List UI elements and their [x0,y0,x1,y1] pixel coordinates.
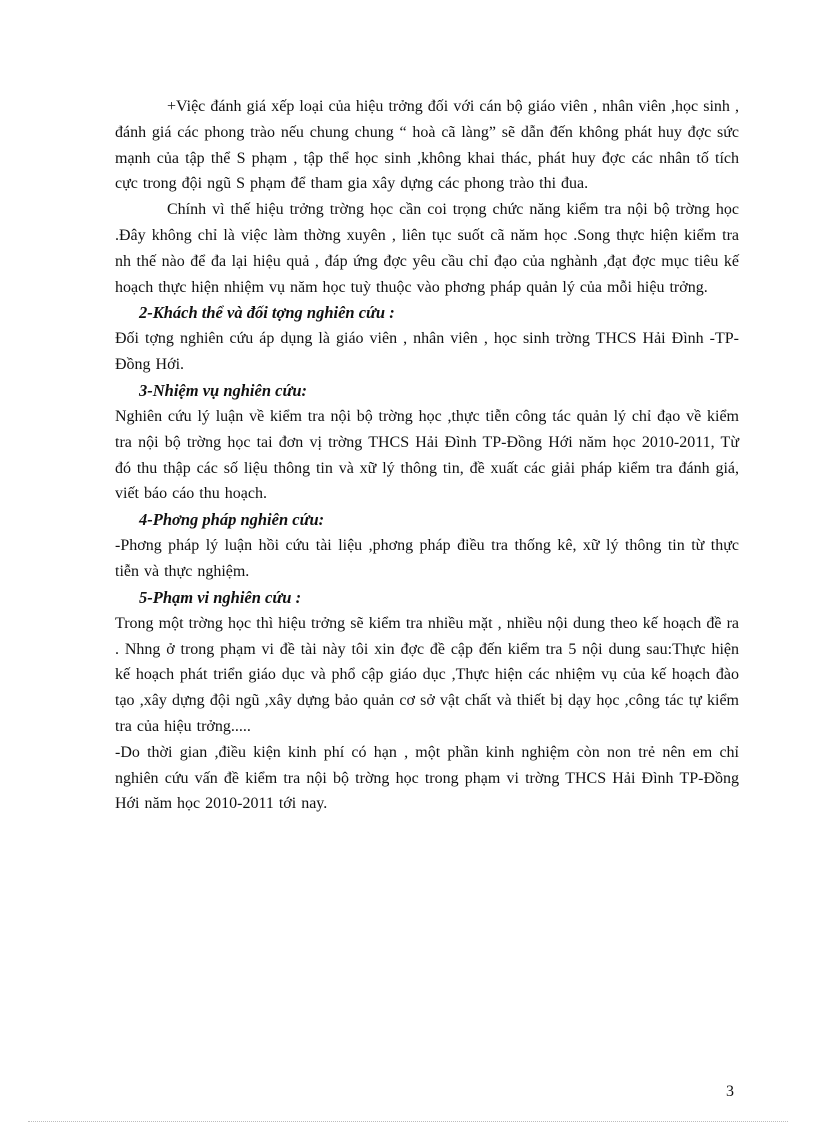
section-3-heading: 3-Nhiệm vụ nghiên cứu: [139,380,308,400]
section-3-text: Nghiên cứu lý luận về kiểm tra nội bộ trờng học ,thực tiễn công tác quản lý chỉ đạo về kiểm tra nội bộ trờng học tai đơn vị trờng THCS Hải Đình TP-Đồng Hới năm học 2010-2011, Từ đó thu thập các số liệu thông tin và xữ lý thông tin, đề xuất các giải pháp kiểm tra đánh giá, viết báo cáo thu hoạch. [115,407,739,503]
section-4-heading: 4-Phơng pháp nghiên cứu: [139,510,325,530]
paragraph-inspection-role: Chính vì thế hiệu trởng trờng học cần coi trọng chức năng kiểm tra nội bộ trờng học .Đây không chỉ là việc làm thờng xuyên , liên tục suốt cã năm học .Song thực hiện kiểm tra nh thế nào để đa lại hiệu quả , đáp ứng đợc yêu cầu chỉ đạo của nghành ,đạt đợc mục tiêu kế hoạch thực hiện nhiệm vụ năm học tuỳ thuộc vào phơng pháp quản lý của mỗi hiệu trởng. [115,201,739,296]
section-5-heading: 5-Phạm vi nghiên cứu : [139,587,302,607]
paragraph-evaluation: +Việc đánh giá xếp loại của hiệu trởng đối với cán bộ giáo viên , nhân viên ,học sinh , đánh giá các phong trào nếu chung chung “ hoà cã làng” sẽ dẫn đến không phát huy đợc sức mạnh của tập thể S phạm , tập thể học sinh ,không khai thác, phát huy đợc các nhân tố tích cực trong đội ngũ S phạm để tham gia xây dựng các phong trào thi đua. [115,98,739,193]
section-2-heading: 2-Khách thể và đối tợng nghiên cứu : [139,303,395,323]
document-body [115,94,739,817]
section-5-text: Trong một trờng học thì hiệu trởng sẽ kiểm tra nhiều mặt , nhiều nội dung theo kế hoạch đề ra . Nhng ở trong phạm vi đề tài này tôi xin đợc đề cập đến kiểm tra 5 nội dung sau:Thực hiện kế hoạch phát triển giáo dục và phổ cập giáo dục ,Thực hiện các nhiệm vụ của kế hoạch đào tạo ,xây dựng đội ngũ ,xây dựng bảo quản cơ sở vật chất và thiết bị dạy học ,công tác tự kiểm tra của hiệu trởng..... [115,614,739,735]
section-4-text: -Phơng pháp lý luận hồi cứu tài liệu ,phơng pháp điều tra thống kê, xữ lý thông tin từ thực tiễn và thực nghiệm. [115,537,739,580]
page-bottom-divider [28,1121,788,1122]
section-5-limitations: -Do thời gian ,điều kiện kinh phí có hạn , một phần kinh nghiệm còn non trẻ nên em chỉ nghiên cứu vấn đề kiểm tra nội bộ trờng học trong phạm vi trờng THCS Hải Đình TP-Đồng Hới năm học 2010-2011 tới nay. [115,743,739,813]
page-number: 3 [726,1083,734,1100]
section-2-text: Đối tợng nghiên cứu áp dụng là giáo viên , nhân viên , học sinh trờng THCS Hải Đình -TP-Đồng Hới. [115,330,739,374]
